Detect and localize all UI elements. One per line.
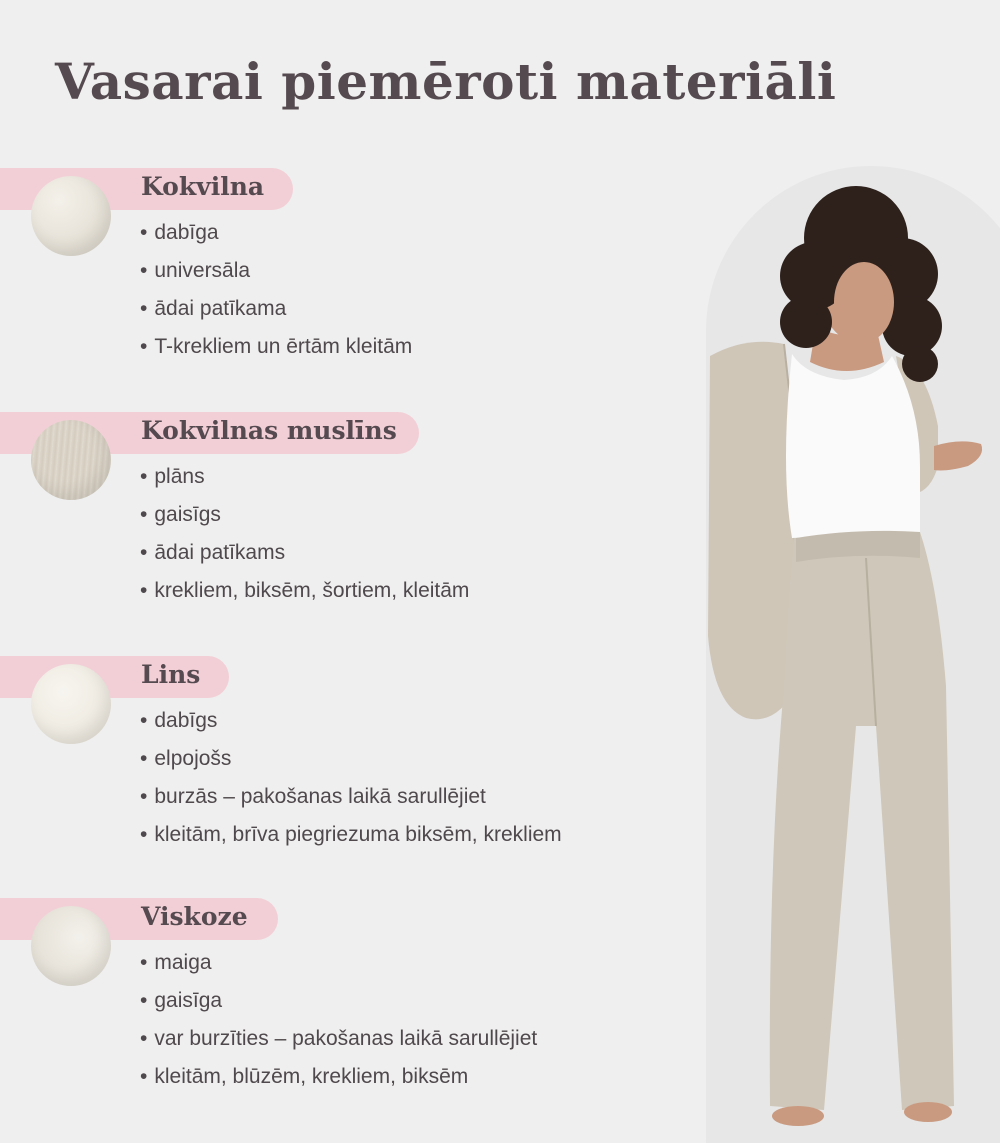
list-item: • kleitām, brīva piegriezuma biksēm, krekliem [140,816,562,854]
fabric-swatch-image [31,906,111,986]
model-photo [706,166,1000,1143]
material-section-lins [0,656,700,856]
list-item: • plāns [140,458,469,496]
material-name: Kokvilnas muslīns [141,416,397,445]
material-properties-list [140,944,537,1096]
fabric-swatch-image [31,664,111,744]
material-properties-list [140,702,562,854]
material-section-kokvilnas-muslins [0,412,700,612]
list-item: • universāla [140,252,412,290]
list-item: • krekliem, biksēm, šortiem, kleitām [140,572,469,610]
material-name: Kokvilna [141,172,265,201]
list-item: • dabīga [140,214,412,252]
woman-in-linen-outfit-illustration [706,166,1000,1143]
material-section-viskoze [0,898,700,1098]
material-properties-list [140,214,412,366]
page-title: Vasarai piemēroti materiāli [55,52,837,111]
list-item: • elpojošs [140,740,562,778]
material-name: Viskoze [141,902,248,931]
material-properties-list [140,458,469,610]
list-item: • ādai patīkams [140,534,469,572]
material-section-kokvilna [0,168,700,368]
list-item: • burzās – pakošanas laikā sarullējiet [140,778,562,816]
fabric-swatch-image [31,176,111,256]
list-item: • kleitām, blūzēm, krekliem, biksēm [140,1058,537,1096]
list-item: • dabīgs [140,702,562,740]
list-item: • gaisīgs [140,496,469,534]
list-item: • var burzīties – pakošanas laikā sarullējiet [140,1020,537,1058]
list-item: • ādai patīkama [140,290,412,328]
material-name: Lins [141,660,201,689]
fabric-swatch-image [31,420,111,500]
list-item: • maiga [140,944,537,982]
list-item: • T-krekliem un ērtām kleitām [140,328,412,366]
list-item: • gaisīga [140,982,537,1020]
